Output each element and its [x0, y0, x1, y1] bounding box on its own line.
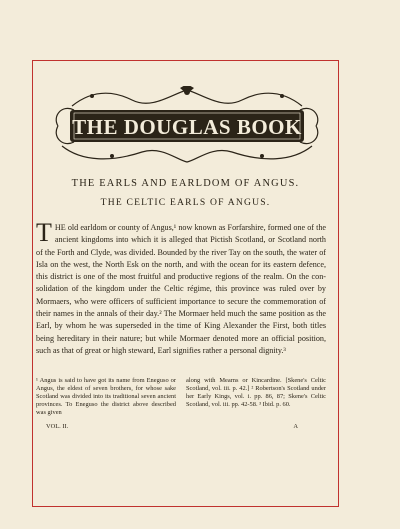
- footnote-column-left: [36, 377, 176, 417]
- volume-mark: VOL. II.: [46, 423, 69, 430]
- body-paragraph: [36, 218, 326, 357]
- signature-mark: A: [293, 423, 298, 430]
- banner-title: THE DOUGLAS BOOK: [72, 115, 302, 139]
- page-signature: [36, 423, 326, 430]
- body-text: [36, 218, 326, 357]
- section-title: THE CELTIC EARLS OF ANGUS.: [100, 197, 271, 208]
- footnotes: [36, 377, 326, 417]
- footnote-left-text: ¹ Angus is said to have got its name from Eneguso or Angus, the eldest of seven brothers, for whose sake Scotland was divided into its traditional seven ancient provinces. To Eneguso the district above described was given: [36, 377, 176, 417]
- footnote-right-text: along with Mearns or Kincardine. [Skene's Celtic Scotland, vol. iii. p. 42.] ² Robertson's Scotland under her Early Kings, vol. i. pp. 86, 87; Skene's Celtic Scotland, vol. iii. pp. 42-58. ³ Ibid. p. 60.: [186, 377, 326, 409]
- paragraph-text: HE old earldom or county of Angus,¹ now known as Forfarshire, formed one of the ancient kingdoms into which it is alleged that Pictish Scotland, or Scotland north of the Forth and Clyde, was divided. Bounded by the river Tay on the south, the water of Isla on the west, the North Esk on the north, and with the ocean for its eastern defence, this district is one of the most fruitful and productive regions of the realm. On the con-solidation of the kingdom under the Celtic régime, this province was ruled over by Mormaers, who were officers of sufficient importance to secure the commemoration of their names in the annals of their day.² The Mormaer held much the same position as the Earl, by whom he was superseded in the time of King Alexander the First, both titles being hereditary in their nature; but while Mormaer denoted more an official position, such as that of great or high steward, Earl signifies rather a personal dignity.³: [36, 223, 326, 355]
- footnote-column-right: [186, 377, 326, 417]
- ornamental-title-banner: [52, 86, 322, 166]
- drop-cap: T: [36, 218, 52, 247]
- chapter-title: THE EARLS AND EARLDOM OF ANGUS.: [71, 178, 300, 189]
